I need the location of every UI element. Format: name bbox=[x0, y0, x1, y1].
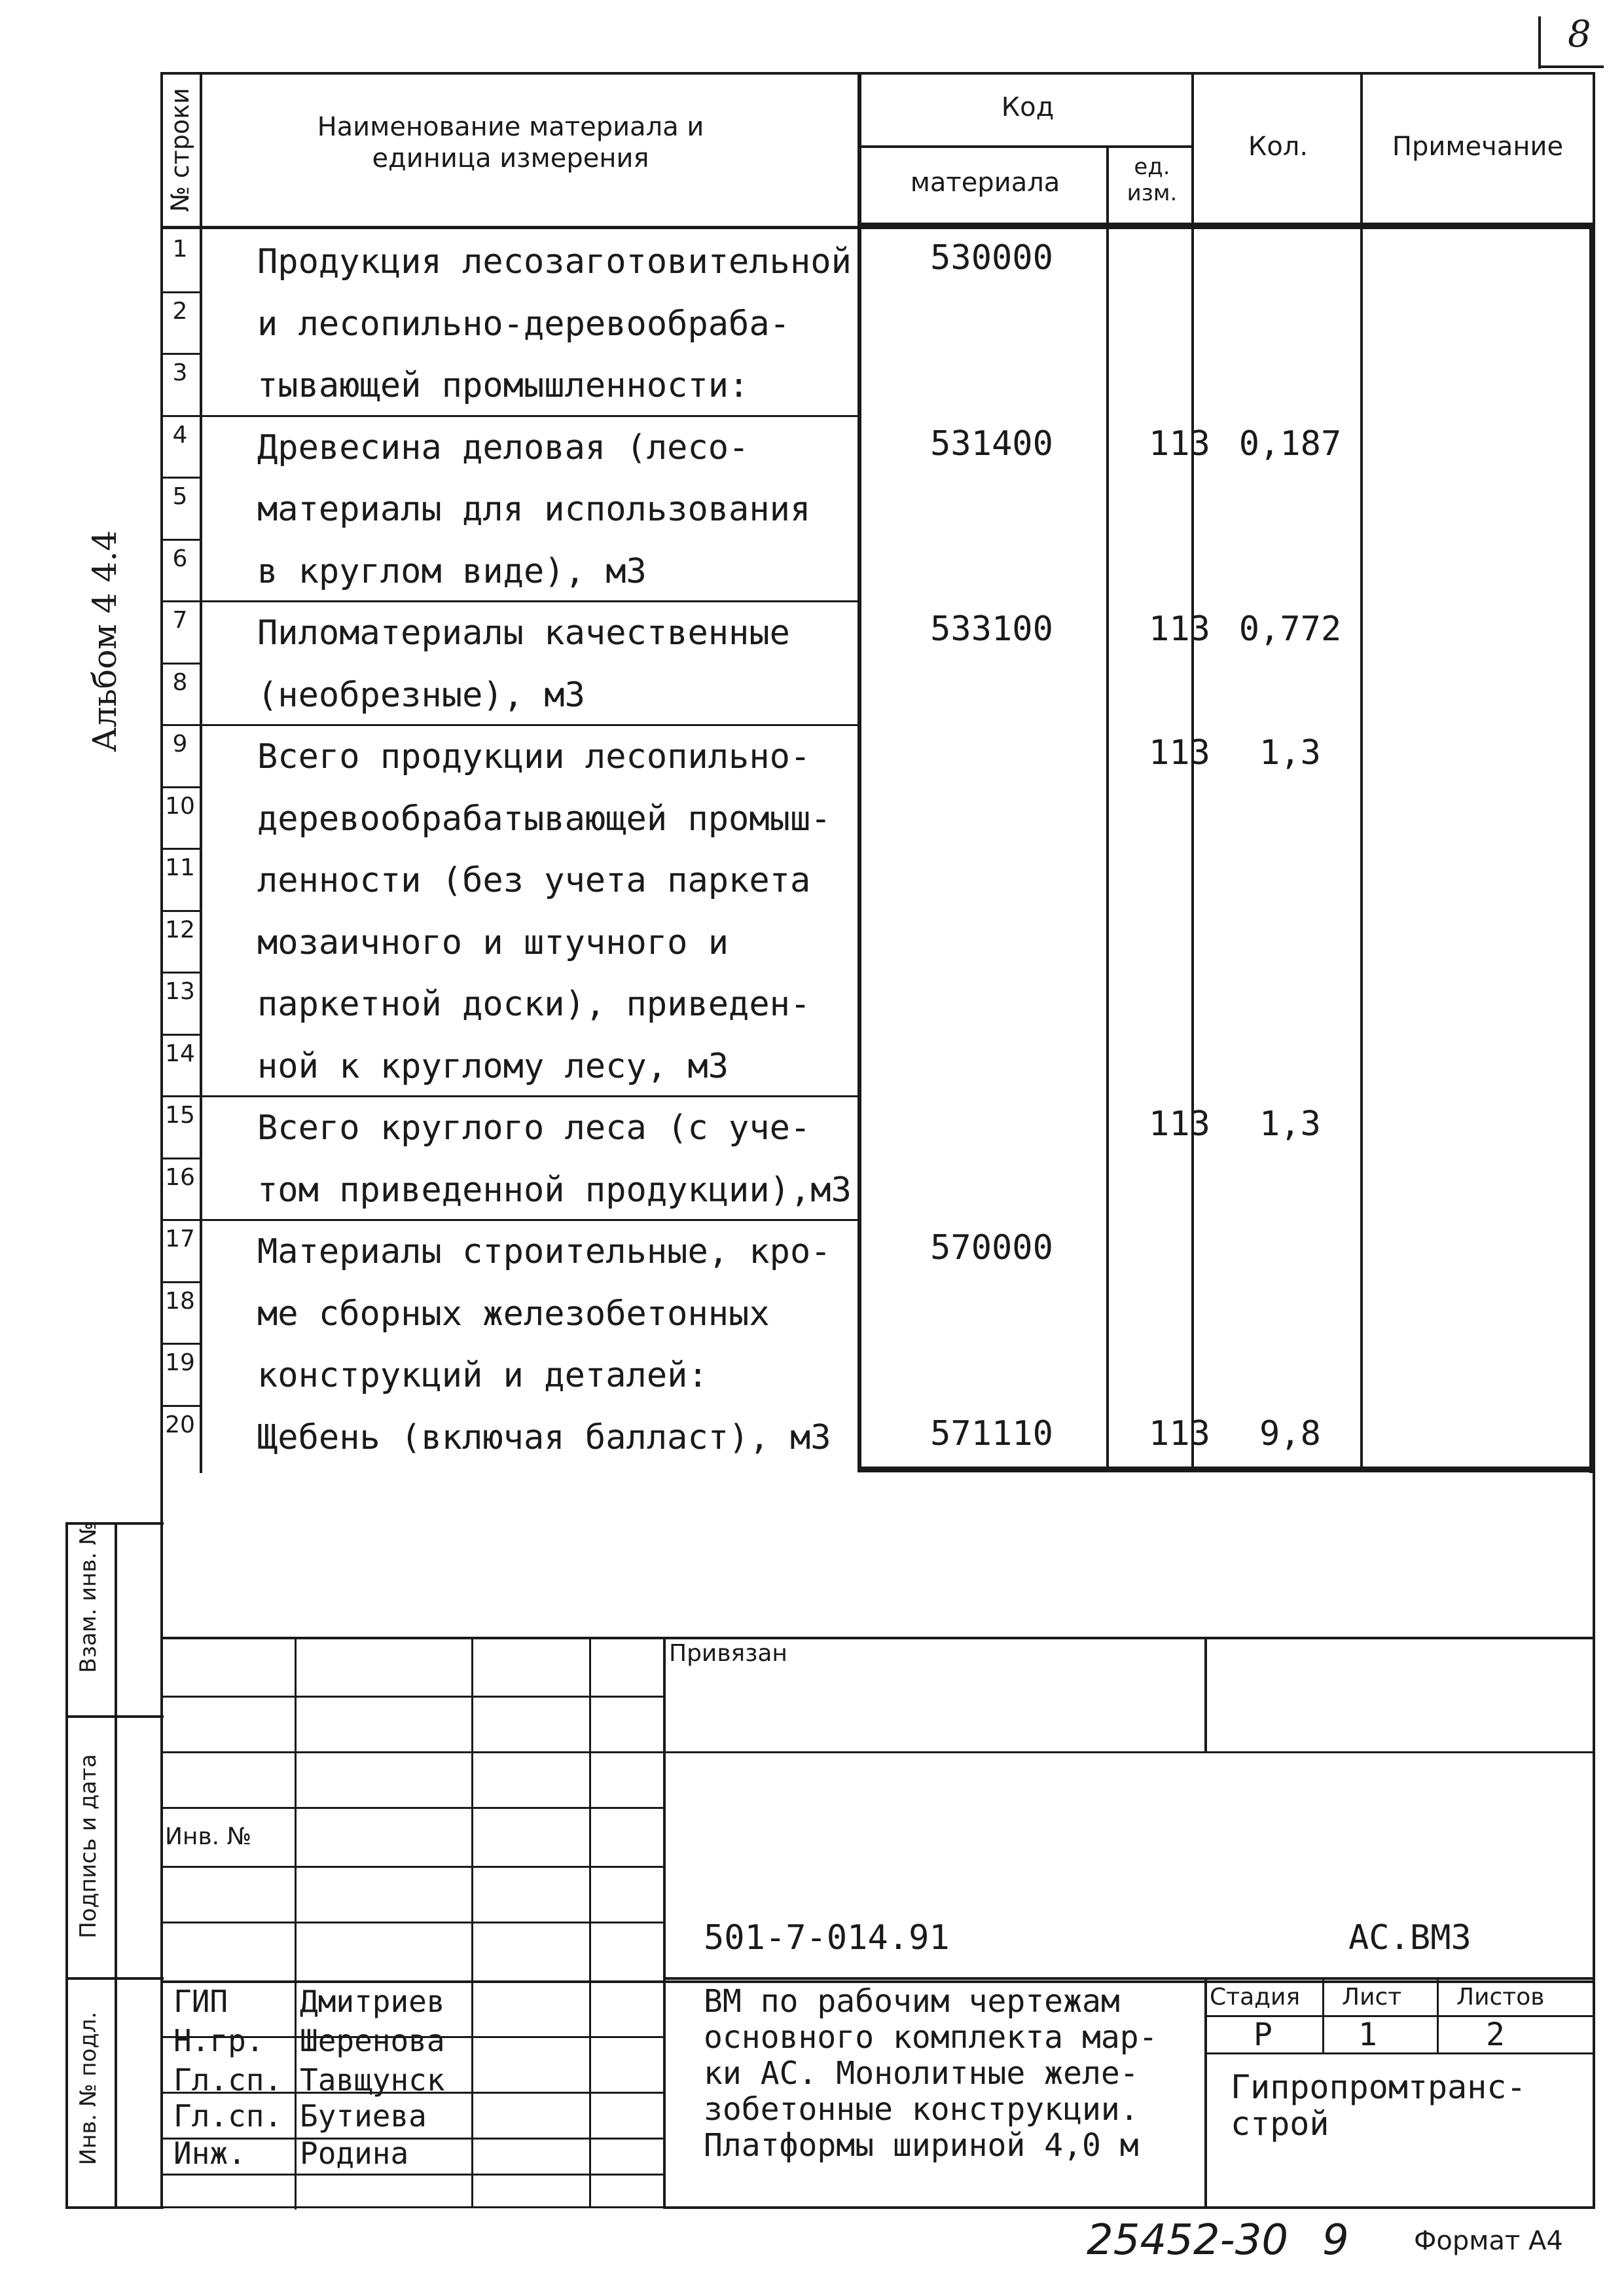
sheet-number: 8 bbox=[1568, 13, 1591, 56]
signer-name: Тавщунск bbox=[300, 2062, 445, 2098]
row-number: 5 bbox=[172, 483, 188, 510]
table-row bbox=[160, 1281, 1594, 1343]
quantity: 0,772 bbox=[1238, 610, 1342, 649]
organization-line: Гипропромтранс- bbox=[1231, 2068, 1526, 2106]
row-number: 14 bbox=[165, 1040, 195, 1067]
row-number: 18 bbox=[165, 1287, 195, 1315]
material-name: в круглом виде), м3 bbox=[257, 551, 647, 591]
material-code: 530000 bbox=[930, 238, 1053, 278]
header-code: Код bbox=[1001, 92, 1055, 122]
unit-code: 113 bbox=[1149, 610, 1210, 649]
quantity: 1,3 bbox=[1259, 1104, 1321, 1144]
row-number: 20 bbox=[165, 1411, 195, 1438]
description-line: основного комплекта мар- bbox=[704, 2019, 1158, 2056]
row-number: 19 bbox=[165, 1349, 195, 1376]
sheet-value: 1 bbox=[1358, 2016, 1377, 2053]
material-name: Древесина деловая (лесо- bbox=[257, 428, 749, 467]
table-row bbox=[160, 539, 1594, 600]
header-qty: Кол. bbox=[1248, 132, 1308, 162]
corner-mark bbox=[1538, 65, 1604, 68]
signer-name: Бутиева bbox=[300, 2098, 427, 2134]
corner-mark bbox=[1538, 16, 1541, 69]
header-note: Примечание bbox=[1392, 132, 1564, 162]
table-row bbox=[160, 1405, 1594, 1467]
row-number: 9 bbox=[172, 731, 188, 757]
table-row bbox=[160, 229, 1594, 291]
doc-description bbox=[704, 1984, 1158, 2164]
row-number: 17 bbox=[165, 1226, 195, 1252]
material-name: конструкций и деталей: bbox=[257, 1356, 708, 1395]
material-name: ме сборных железобетонных bbox=[257, 1294, 770, 1334]
table-row bbox=[160, 415, 1594, 477]
quantity: 0,187 bbox=[1238, 424, 1342, 464]
row-number: 2 bbox=[172, 297, 188, 325]
signer-role: Инж. bbox=[173, 2136, 246, 2171]
header-row-no: № строки bbox=[166, 88, 194, 212]
material-name: ной к круглому лесу, м3 bbox=[257, 1046, 729, 1086]
material-name: Продукция лесозаготовительной bbox=[257, 242, 852, 282]
organization-line: строй bbox=[1231, 2105, 1329, 2143]
unit-code: 113 bbox=[1149, 1104, 1210, 1144]
table-row bbox=[160, 724, 1594, 786]
quantity: 1,3 bbox=[1259, 733, 1321, 773]
unit-code: 113 bbox=[1149, 424, 1210, 464]
sheet-label: Лист bbox=[1342, 1984, 1402, 2011]
material-name: деревообрабатывающей промыш- bbox=[257, 799, 831, 839]
stamp-inv-podl: Инв. № подл. bbox=[75, 2011, 101, 2166]
signer-name: Родина bbox=[300, 2136, 409, 2171]
description-line: ки АС. Монолитные желе- bbox=[704, 2055, 1139, 2092]
sheets-label: Листов bbox=[1456, 1984, 1545, 2011]
table-row bbox=[160, 910, 1594, 972]
material-name: Материалы строительные, кро- bbox=[257, 1232, 831, 1271]
row-number: 3 bbox=[172, 359, 188, 386]
doc-mark: АС.ВМ3 bbox=[1348, 1918, 1471, 1958]
material-code: 571110 bbox=[930, 1413, 1053, 1453]
material-name: тывающей промышленности: bbox=[257, 366, 749, 405]
table-row bbox=[160, 1219, 1594, 1281]
material-name: мозаичного и штучного и bbox=[257, 922, 729, 962]
unit-code: 113 bbox=[1149, 1413, 1210, 1453]
material-name: (необрезные), м3 bbox=[257, 675, 585, 715]
row-number: 6 bbox=[172, 545, 188, 572]
header-code-material: материала bbox=[910, 168, 1060, 198]
material-name: материалы для использования bbox=[257, 490, 811, 529]
table-row bbox=[160, 972, 1594, 1033]
table-row bbox=[160, 786, 1594, 848]
row-number: 8 bbox=[172, 668, 188, 696]
album-label: Альбом 4 4.4 bbox=[86, 530, 124, 752]
table-row bbox=[160, 848, 1594, 909]
header-name: Наименование материала и единица измерения bbox=[317, 112, 704, 173]
table-row bbox=[160, 1034, 1594, 1095]
row-number: 16 bbox=[165, 1163, 195, 1191]
material-name: Всего круглого леса (с уче- bbox=[257, 1108, 811, 1148]
page-number: 9 bbox=[1322, 2216, 1349, 2265]
row-number: 10 bbox=[165, 792, 195, 820]
order-number: 25452-30 bbox=[1087, 2216, 1289, 2265]
row-number: 15 bbox=[165, 1102, 195, 1129]
material-name: Всего продукции лесопильно- bbox=[257, 737, 811, 776]
unit-code: 113 bbox=[1149, 733, 1210, 773]
material-code: 533100 bbox=[930, 610, 1053, 649]
signer-role: Н.гр. bbox=[173, 2023, 264, 2058]
stamp-podpis: Подпись и дата bbox=[75, 1754, 101, 1939]
description-line: Платформы шириной 4,0 м bbox=[704, 2127, 1139, 2164]
signer-name: Дмитриев bbox=[300, 1984, 445, 2019]
material-code: 531400 bbox=[930, 424, 1053, 464]
privyazan-label: Привязан bbox=[669, 1640, 787, 1667]
row-number: 11 bbox=[165, 854, 195, 881]
table-row bbox=[160, 291, 1594, 353]
format-label: Формат А4 bbox=[1414, 2226, 1563, 2256]
description-line: зобетонные конструкции. bbox=[704, 2091, 1139, 2128]
header-code-unit: ед. изм. bbox=[1127, 154, 1178, 206]
material-name: Пиломатериалы качественные bbox=[257, 613, 790, 653]
doc-code: 501-7-014.91 bbox=[704, 1918, 950, 1958]
stage-label: Стадия bbox=[1210, 1984, 1301, 2011]
row-number: 4 bbox=[172, 421, 188, 448]
material-code: 570000 bbox=[930, 1228, 1053, 1267]
material-name: и лесопильно-деревообраба- bbox=[257, 304, 790, 344]
table-row bbox=[160, 663, 1594, 724]
row-number: 7 bbox=[172, 607, 188, 634]
inv-no-label: Инв. № bbox=[165, 1823, 252, 1850]
organization bbox=[1231, 2069, 1526, 2142]
quantity: 9,8 bbox=[1259, 1413, 1321, 1453]
row-number: 12 bbox=[165, 916, 195, 943]
material-name: том приведенной продукции),м3 bbox=[257, 1170, 852, 1210]
stage-value: Р bbox=[1254, 2016, 1272, 2053]
signer-name: Шеренова bbox=[300, 2023, 445, 2058]
signer-role: ГИП bbox=[173, 1984, 228, 2019]
material-name: ленности (без учета паркета bbox=[257, 861, 811, 900]
table-row bbox=[160, 1343, 1594, 1404]
table-row bbox=[160, 1095, 1594, 1157]
signer-role: Гл.сп. bbox=[173, 2098, 283, 2134]
signer-role: Гл.сп. bbox=[173, 2062, 283, 2098]
table-row bbox=[160, 1157, 1594, 1219]
sheets-value: 2 bbox=[1486, 2016, 1505, 2053]
material-name: Щебень (включая балласт), м3 bbox=[257, 1417, 831, 1457]
description-line: ВМ по рабочим чертежам bbox=[704, 1983, 1120, 2020]
row-number: 13 bbox=[165, 978, 195, 1005]
table-row bbox=[160, 600, 1594, 662]
table-row bbox=[160, 353, 1594, 414]
row-number: 1 bbox=[172, 236, 188, 263]
material-name: паркетной доски), приведен- bbox=[257, 985, 811, 1024]
stamp-vzam: Взам. инв. № bbox=[75, 1522, 101, 1673]
table-row bbox=[160, 477, 1594, 538]
